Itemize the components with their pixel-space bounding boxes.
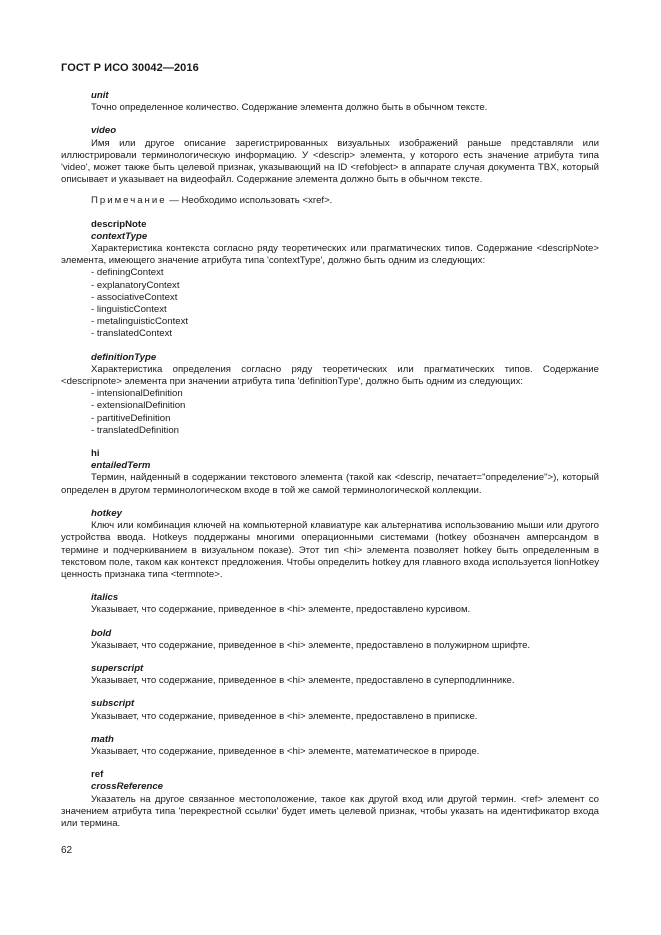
- term-description: Точно определенное количество. Содержание элемента должно быть в обычном тексте.: [91, 102, 488, 114]
- standard-header: ГОСТ Р ИСО 30042—2016: [61, 62, 199, 74]
- list-item: - translatedDefinition: [91, 424, 179, 436]
- page-number: 62: [61, 845, 73, 856]
- term-description: Указывает, что содержание, приведенное в <hi> элементе, предоставлено в полужирном шрифте.: [91, 639, 531, 651]
- term-description: Характеристика контекста согласно ряду теоретических или прагматических типов. Содержание <descripNote> элемента, имеющего значение атрибута типа 'contextType', должно быть одним из следующих:: [61, 243, 599, 267]
- term-description: Указывает, что содержание, приведенное в <hi> элементе, предоставлено в приписке.: [91, 710, 478, 722]
- section-gap: [61, 687, 599, 698]
- term-heading: video: [91, 125, 117, 137]
- section-gap: [61, 208, 599, 219]
- term-description: Указывает, что содержание, приведенное в <hi> элементе, математическое в природе.: [91, 745, 480, 757]
- term-heading: bold: [91, 627, 112, 639]
- term-heading: crossReference: [91, 781, 163, 793]
- section-gap: [61, 437, 599, 448]
- section-gap: [61, 114, 599, 125]
- section-gap: [61, 723, 599, 734]
- term-heading: subscript: [91, 698, 135, 710]
- term-description: Ключ или комбинация ключей на компьютерной клавиатуре как альтернатива использованию мыши или другого устройства ввода. Hotkeys поддержаны многими операционными системами (hotkey обозначен амперсандом в термине и подчеркиванием в визуальном показе). Этот тип <hi> элемента позволяет hotkey быть определенным в текстовом поле, таком как контекст предложения. Чтобы определить hotkey для главного входа используется lionHotkey ценность признака типа <termnote>.: [61, 520, 599, 580]
- term-description: Указывает, что содержание, приведенное в <hi> элементе, предоставлено курсивом.: [91, 604, 471, 616]
- term-description: Характеристика определения согласно ряду теоретических или прагматических типов. Содержание <descripnote> элемента при значении атрибута типа 'definitionType', должно быть одним из следующих:: [61, 363, 599, 388]
- list-item: - explanatoryContext: [91, 279, 180, 291]
- term-description: Термин, найденный в содержании текстового элемента (такой как <descrip, печатает="определение">), который определен в другом терминологическом входе в той же самой терминологической коллекции.: [61, 472, 599, 496]
- term-heading: unit: [91, 90, 109, 101]
- term-heading: hi: [91, 448, 100, 460]
- note: [61, 195, 599, 207]
- term-heading: definitionType: [91, 351, 157, 363]
- list-item: - metalinguisticContext: [91, 316, 189, 328]
- term-heading: italics: [91, 592, 119, 604]
- note-text: — Необходимо использовать <xref>.: [166, 195, 333, 207]
- section-gap: [61, 341, 599, 352]
- list-item: - linguisticContext: [91, 304, 167, 316]
- list-item: - intensionalDefinition: [91, 388, 183, 400]
- document-body: [61, 90, 599, 830]
- term-heading: hotkey: [91, 507, 122, 519]
- term-heading: math: [91, 733, 114, 745]
- section-gap: [61, 497, 599, 508]
- list-item: - partitiveDefinition: [91, 412, 171, 424]
- list-item: - associativeContext: [91, 291, 178, 303]
- term-description: Указывает, что содержание, приведенное в <hi> элементе, предоставлено в суперподлиннике.: [91, 675, 515, 687]
- term-heading: entailedTerm: [91, 460, 151, 472]
- list-item: - definingContext: [91, 267, 164, 279]
- list-item: - translatedContext: [91, 328, 173, 340]
- term-description: Имя или другое описание зарегистрированных визуальных изображений раньше представляли или иллюстрировали терминологическую информацию. У <descrip> элемента, у которого есть значение атрибута типа 'video', может также быть целевой признак, указывающий на ID <refobject> в аппарате случая документа TBX, который описывает и указывает на видеофайл. Содержание элемента должно быть в обычном тексте.: [61, 137, 599, 186]
- note-label: Примечание: [91, 195, 167, 207]
- section-gap: [61, 581, 599, 592]
- section-gap: [61, 652, 599, 663]
- term-heading: descripNote: [91, 218, 147, 230]
- list-item: - extensionalDefinition: [91, 400, 186, 412]
- term-heading: contextType: [91, 230, 148, 242]
- term-heading: ref: [91, 769, 104, 781]
- term-description: Указатель на другое связанное местоположение, такое как другой вход или другой термин. <ref> элемент со значением атрибута типа 'перекрестной ссылки' будет иметь целевой признак, чтобы указать на идентификатор входа или термина.: [61, 793, 599, 829]
- term-heading: superscript: [91, 662, 144, 674]
- section-gap: [61, 758, 599, 769]
- section-gap: [61, 617, 599, 628]
